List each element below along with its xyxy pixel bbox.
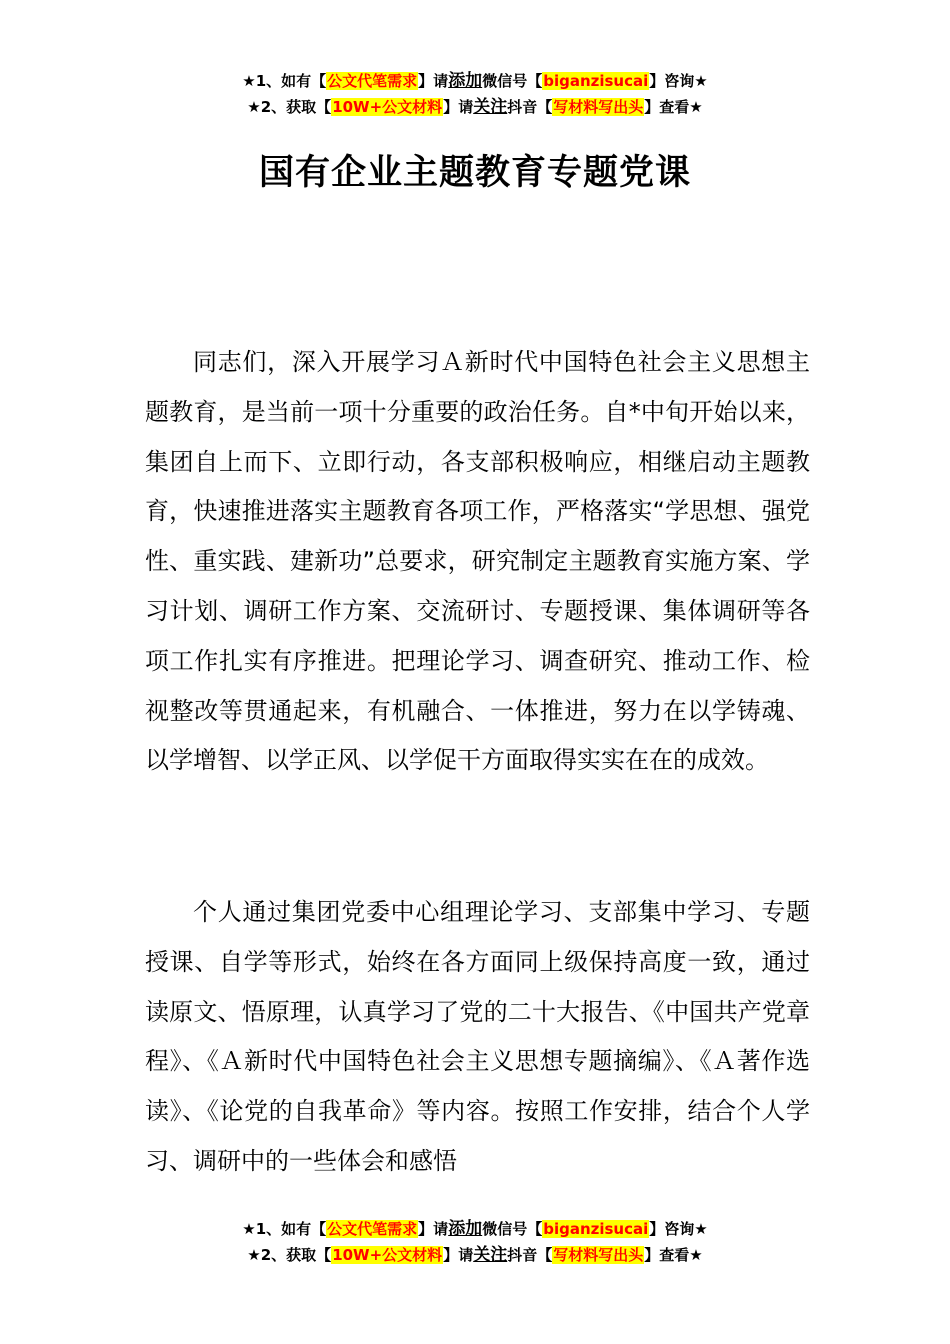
promo-text: 】咨询★ <box>649 72 708 90</box>
promo-highlight: 10W+公文材料 <box>332 98 443 116</box>
promo-line-2 <box>0 94 950 120</box>
promo-wechat-id: biganzisucai <box>543 72 649 90</box>
promo-douyin-id: 写材料写出头 <box>553 98 644 116</box>
promo-text: 抖音【 <box>507 1246 553 1264</box>
promo-emphasis: 关注 <box>473 97 508 117</box>
promo-emphasis: 添加 <box>448 1219 483 1239</box>
promo-text: 微信号【 <box>482 1220 543 1238</box>
promo-line-1 <box>0 68 950 94</box>
promo-highlight: 公文代笔需求 <box>327 1220 418 1238</box>
promo-text: ★1、如有【 <box>242 1220 327 1238</box>
body-paragraph-2: 个人通过集团党委中心组理论学习、支部集中学习、专题授课、自学等形式，始终在各方面同上级保持高度一致，通过读原文、悟原理，认真学习了党的二十大报告、《中国共产党章程》、《Ａ新时代中国特色社会主义思想专题摘编》、《Ａ著作选读》、《论党的自我革命》等内容。按照工作安排，结合个人学习、调研中的一些体会和感悟 <box>145 898 810 1175</box>
document-title: 国有企业主题教育专题党课 <box>258 153 691 193</box>
promo-emphasis: 添加 <box>448 71 483 91</box>
top-promo-banner <box>0 68 950 120</box>
promo-text: 】请 <box>443 98 474 116</box>
body-paragraph-1: 同志们，深入开展学习Ａ新时代中国特色社会主义思想主题教育，是当前一项十分重要的政治任务。自*中旬开始以来，集团自上而下、立即行动，各支部积极响应，相继启动主题教育，快速推进落实主题教育各项工作，严格落实“学思想、强党性、重实践、建新功”总要求，研究制定主题教育实施方案、学习计划、调研工作方案、交流研讨、专题授课、集体调研等各项工作扎实有序推进。把理论学习、调查研究、推动工作、检视整改等贯通起来，有机融合、一体推进，努力在以学铸魂、以学增智、以学正风、以学促干方面取得实实在在的成效。 <box>145 348 810 775</box>
promo-text: 】咨询★ <box>649 1220 708 1238</box>
promo-text: ★1、如有【 <box>242 72 327 90</box>
promo-line-1 <box>0 1216 950 1242</box>
bottom-promo-banner <box>0 1216 950 1268</box>
promo-text: 】请 <box>443 1246 474 1264</box>
promo-wechat-id: biganzisucai <box>543 1220 649 1238</box>
promo-text: 】请 <box>418 72 449 90</box>
promo-text: 】请 <box>418 1220 449 1238</box>
promo-line-2 <box>0 1242 950 1268</box>
promo-text: ★2、获取【 <box>247 1246 332 1264</box>
promo-highlight: 公文代笔需求 <box>327 72 418 90</box>
promo-highlight: 10W+公文材料 <box>332 1246 443 1264</box>
promo-text: 抖音【 <box>507 98 553 116</box>
promo-douyin-id: 写材料写出头 <box>553 1246 644 1264</box>
promo-text: 】查看★ <box>644 98 703 116</box>
promo-text: ★2、获取【 <box>247 98 332 116</box>
promo-text: 】查看★ <box>644 1246 703 1264</box>
promo-text: 微信号【 <box>482 72 543 90</box>
promo-emphasis: 关注 <box>473 1245 508 1265</box>
